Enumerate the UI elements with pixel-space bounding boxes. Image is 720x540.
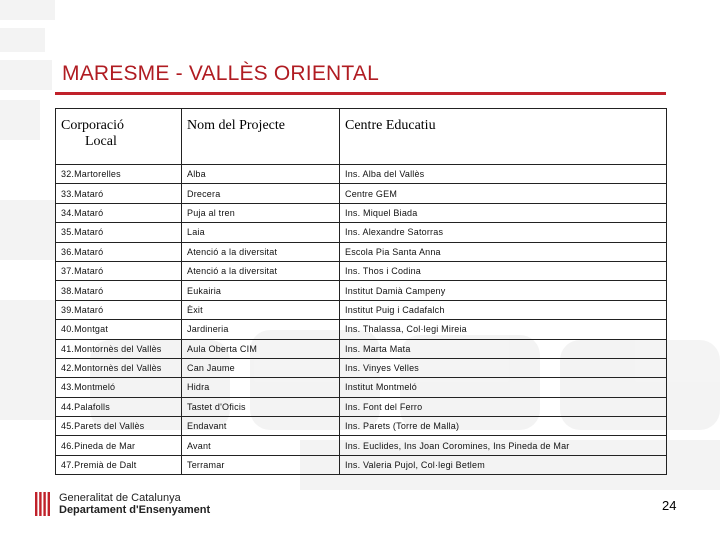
cell-projecte: Avant bbox=[182, 436, 340, 455]
table-header-row bbox=[56, 109, 667, 165]
cell-centre: Ins. Euclides, Ins Joan Coromines, Ins Pineda de Mar bbox=[340, 436, 667, 455]
cell-projecte: Eukairia bbox=[182, 281, 340, 300]
cell-corporacio: 32.Martorelles bbox=[56, 165, 182, 184]
cell-centre: Ins. Thalassa, Col·legi Mireia bbox=[340, 320, 667, 339]
title-divider bbox=[55, 92, 666, 95]
cell-projecte: Alba bbox=[182, 165, 340, 184]
cell-centre: Ins. Valeria Pujol, Col·legi Betlem bbox=[340, 455, 667, 474]
cell-projecte: Can Jaume bbox=[182, 358, 340, 377]
header-corporacio-local bbox=[56, 109, 182, 165]
cell-centre: Centre GEM bbox=[340, 184, 667, 203]
cell-centre: Institut Montmeló bbox=[340, 378, 667, 397]
table-body bbox=[56, 165, 667, 475]
cell-corporacio: 35.Mataró bbox=[56, 223, 182, 242]
cell-projecte: Tastet d'Oficis bbox=[182, 397, 340, 416]
cell-centre: Escola Pia Santa Anna bbox=[340, 242, 667, 261]
cell-projecte: Èxit bbox=[182, 300, 340, 319]
cell-corporacio: 43.Montmeló bbox=[56, 378, 182, 397]
cell-projecte: Atenció a la diversitat bbox=[182, 261, 340, 280]
header-nom-projecte: Nom del Projecte bbox=[182, 109, 340, 165]
table-row bbox=[56, 223, 667, 242]
cell-projecte: Laia bbox=[182, 223, 340, 242]
cell-centre: Ins. Alexandre Satorras bbox=[340, 223, 667, 242]
cell-projecte: Aula Oberta CIM bbox=[182, 339, 340, 358]
cell-corporacio: 36.Mataró bbox=[56, 242, 182, 261]
cell-centre: Ins. Parets (Torre de Malla) bbox=[340, 417, 667, 436]
cell-projecte: Endavant bbox=[182, 417, 340, 436]
table-row bbox=[56, 242, 667, 261]
cell-corporacio: 41.Montornès del Vallès bbox=[56, 339, 182, 358]
slide-title: MARESME - VALLÈS ORIENTAL bbox=[62, 62, 379, 85]
table-row bbox=[56, 165, 667, 184]
cell-corporacio: 46.Pineda de Mar bbox=[56, 436, 182, 455]
cell-centre: Institut Damià Campeny bbox=[340, 281, 667, 300]
cell-corporacio: 45.Parets del Vallès bbox=[56, 417, 182, 436]
cell-corporacio: 42.Montornès del Vallès bbox=[56, 358, 182, 377]
cell-centre: Ins. Alba del Vallès bbox=[340, 165, 667, 184]
table-row bbox=[56, 358, 667, 377]
senyera-icon bbox=[34, 490, 52, 518]
cell-centre: Ins. Thos i Codina bbox=[340, 261, 667, 280]
cell-projecte: Puja al tren bbox=[182, 203, 340, 222]
cell-corporacio: 37.Mataró bbox=[56, 261, 182, 280]
table-row bbox=[56, 184, 667, 203]
table-row bbox=[56, 455, 667, 474]
logo-text-departament: Departament d'Ensenyament bbox=[59, 504, 211, 516]
cell-projecte: Terramar bbox=[182, 455, 340, 474]
cell-projecte: Atenció a la diversitat bbox=[182, 242, 340, 261]
cell-centre: Ins. Font del Ferro bbox=[340, 397, 667, 416]
cell-corporacio: 33.Mataró bbox=[56, 184, 182, 203]
table-row bbox=[56, 397, 667, 416]
cell-centre: Institut Puig i Cadafalch bbox=[340, 300, 667, 319]
table-row bbox=[56, 378, 667, 397]
cell-corporacio: 39.Mataró bbox=[56, 300, 182, 319]
cell-corporacio: 40.Montgat bbox=[56, 320, 182, 339]
cell-corporacio: 34.Mataró bbox=[56, 203, 182, 222]
cell-corporacio: 47.Premià de Dalt bbox=[56, 455, 182, 474]
generalitat-logo bbox=[34, 490, 234, 520]
projects-table bbox=[55, 108, 667, 475]
header-local: Local bbox=[85, 134, 117, 149]
page-number: 24 bbox=[662, 498, 677, 513]
table-row bbox=[56, 300, 667, 319]
table-row bbox=[56, 417, 667, 436]
cell-corporacio: 44.Palafolls bbox=[56, 397, 182, 416]
logo-text-generalitat: Generalitat de Catalunya bbox=[59, 492, 181, 504]
header-centre-educatiu: Centre Educatiu bbox=[340, 109, 667, 165]
cell-centre: Ins. Miquel Biada bbox=[340, 203, 667, 222]
cell-centre: Ins. Marta Mata bbox=[340, 339, 667, 358]
table-row bbox=[56, 339, 667, 358]
header-corporacio: Corporació bbox=[61, 118, 124, 133]
cell-projecte: Jardineria bbox=[182, 320, 340, 339]
cell-corporacio: 38.Mataró bbox=[56, 281, 182, 300]
table-row bbox=[56, 436, 667, 455]
table-row bbox=[56, 261, 667, 280]
cell-projecte: Drecera bbox=[182, 184, 340, 203]
table-row bbox=[56, 203, 667, 222]
cell-centre: Ins. Vinyes Velles bbox=[340, 358, 667, 377]
table-row bbox=[56, 281, 667, 300]
cell-projecte: Hidra bbox=[182, 378, 340, 397]
table-row bbox=[56, 320, 667, 339]
